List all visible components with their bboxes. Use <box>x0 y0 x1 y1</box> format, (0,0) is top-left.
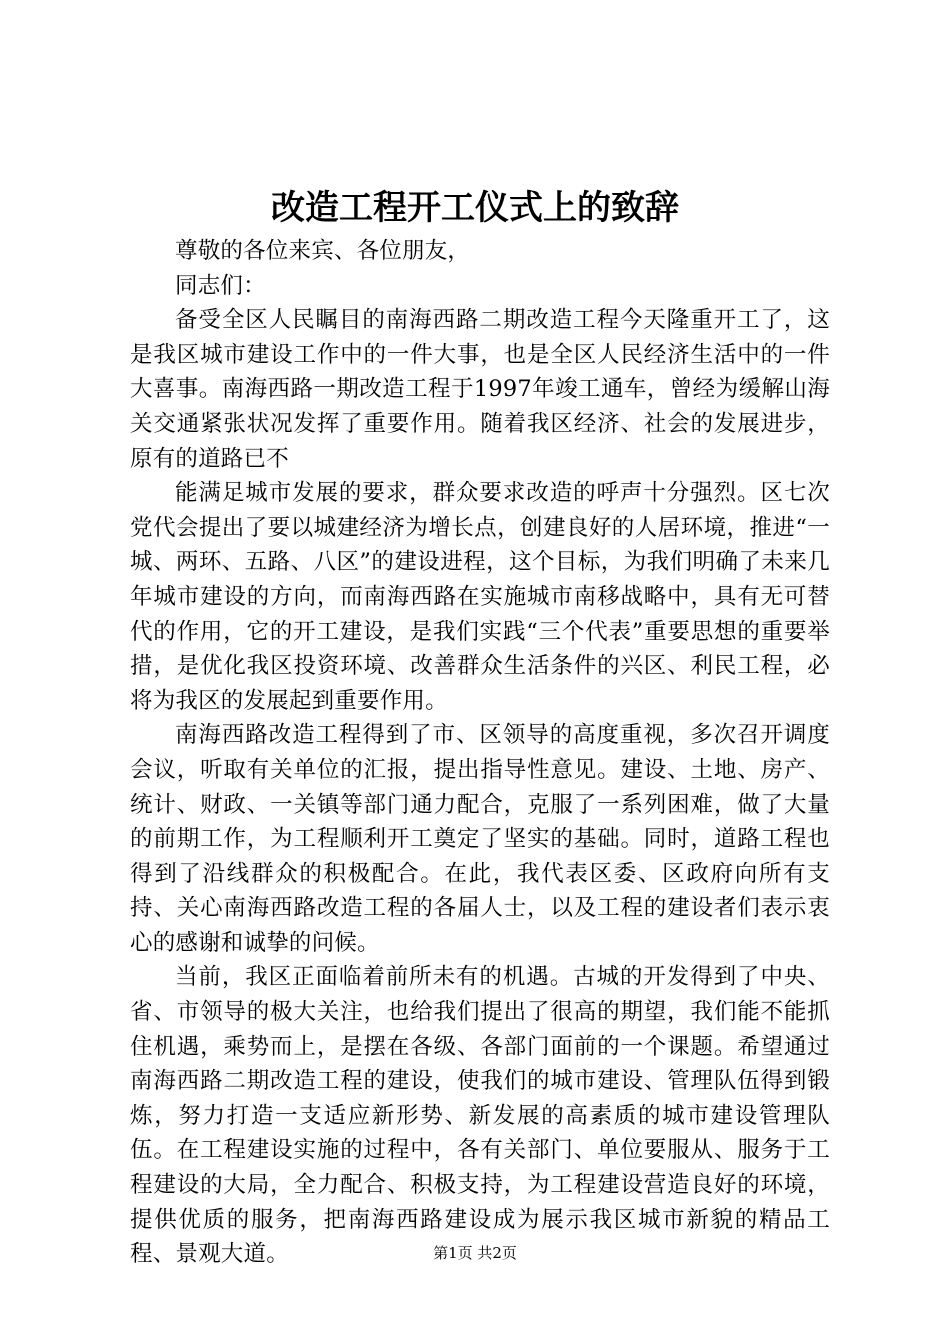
body-paragraph: 当前，我区正面临着前所未有的机遇。古城的开发得到了中央、省、市领导的极大关注，也给我们提出了很高的期望，我们能不能抓住机遇，乘势而上，是摆在各级、各部门面前的一个课题。希望通过南海西路二期改造工程的建设，使我们的城市建设、管理队伍得到锻炼，努力打造一支适应新形势、新发展的高素质的城市建设管理队伍。在工程建设实施的过程中，各有关部门、单位要服从、服务于工程建设的大局，全力配合、积极支持，为工程建设营造良好的环境，提供优质的服务，把南海西路建设成为展示我区城市新貌的精品工程、景观大道。 <box>130 964 830 1268</box>
body-paragraph: 能满足城市发展的要求，群众要求改造的呼声十分强烈。区七次党代会提出了要以城建经济为增长点，创建良好的人居环境，推进“一城、两环、五路、八区”的建设进程，这个目标，为我们明确了未来几年城市建设的方向，而南海西路在实施城市南移战略中，具有无可替代的作用，它的开工建设，是我们实践“三个代表”重要思想的重要举措，是优化我区投资环境、改善群众生活条件的兴区、利民工程，必将为我区的发展起到重要作用。 <box>130 480 830 714</box>
document-body <box>130 234 830 1272</box>
salutation-line: 尊敬的各位来宾、各位朋友， <box>175 238 471 264</box>
body-paragraph: 备受全区人民瞩目的南海西路二期改造工程今天隆重开工了，这是我区城市建设工作中的一件大事，也是全区人民经济生活中的一件大喜事。南海西路一期改造工程于1997年竣工通车，曾经为缓解山海关交通紧张状况发挥了重要作用。随着我区经济、社会的发展进步，原有的道路已不 <box>130 307 830 472</box>
page-number-footer: 第1页 共2页 <box>433 1244 517 1262</box>
document-title: 改造工程开工仪式上的致辞 <box>271 188 679 228</box>
body-paragraph: 南海西路改造工程得到了市、区领导的高度重视，多次召开调度会议，听取有关单位的汇报，提出指导性意见。建设、土地、房产、统计、财政、一关镇等部门通力配合，克服了一系列困难，做了大量的前期工作，为工程顺利开工奠定了坚实的基础。同时，道路工程也得到了沿线群众的积极配合。在此，我代表区委、区政府向所有支持、关心南海西路改造工程的各届人士，以及工程的建设者们表示衷心的感谢和诚挚的问候。 <box>130 722 830 956</box>
salutation-comrades: 同志们： <box>175 272 266 299</box>
